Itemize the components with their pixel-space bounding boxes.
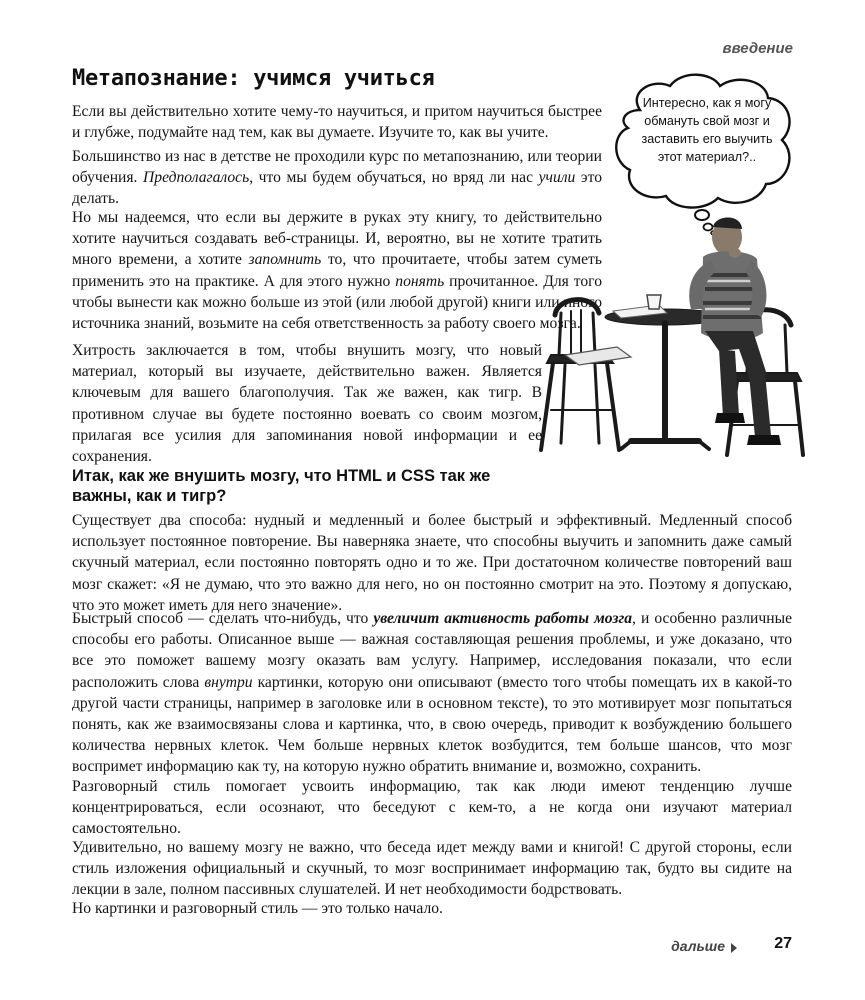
paragraph-fast-way	[72, 608, 792, 778]
cup-icon	[647, 295, 661, 309]
text-run: Но мы надеемся, что если вы держите в руках эту книгу, то действительно хотите научиться создавать веб-страницы. И, вероятно, вы не хотите тратить много времени, а хотите	[72, 209, 602, 269]
text-run: Существует два способа: нудный и медленный и более быстрый и эффективный. Медленный способ использует постоянное повторение. Вы наверняка знаете, что способны выучить и запомнить даже самый скучный материал, если постоянно повторять одно и то же. При достаточном количестве повторений ваш мозг скажет: «Я не думаю, что это важно для него, но он постоянно смотрит на это. Поэтому я допускаю, что это может иметь для него значение».	[72, 512, 792, 614]
paragraph-surprise	[72, 837, 792, 901]
triangle-right-icon[interactable]	[731, 943, 737, 953]
thinking-man-illustration	[535, 205, 805, 460]
emphasis-text: внутри	[204, 673, 253, 691]
text-run: прочитанное. Для того чтобы вынести как можно больше из этой (или любой другой) книги или иного источника знаний, возьмите на себя ответственность за работу своего мозга.	[72, 272, 602, 333]
text-run: , что мы будем обучаться, но вряд ли нас	[249, 169, 539, 187]
paragraph-responsibility	[72, 207, 602, 334]
paragraph-conversation	[72, 776, 792, 840]
text-run: Удивительно, но вашему мозгу не важно, что беседа идет между вами и книгой! С другой стороны, если стиль изложения официальный и скучный, то мозг воспринимает информацию так, будто вы сидите на лекции в зале, полном пассивных слушателей. И нет необходимости бодрствовать.	[72, 839, 792, 899]
text-run: то, что прочитаете, чтобы затем суметь применить это на практике. А для этого нужно	[72, 251, 602, 290]
emphasis-text: запомнить	[248, 251, 322, 269]
section-label: введение	[722, 40, 793, 57]
text-run: Хитрость заключается в том, чтобы внушить мозгу, что новый материал, который вы изучаете, действительно важен. Является ключевым для вашего благополучия. Так же важен, как тигр. В противном случае вы будете постоянно воевать со своим мозгом, прилагая все усилия для запоминания новой информации и ее сохранения.	[72, 342, 542, 466]
emphasis-text: Предполагалось	[143, 169, 250, 187]
text-run: Если вы действительно хотите чему-то научиться, и притом научиться быстрее и глубже, подумайте над тем, как вы думаете. Изучите то, как вы учите.	[72, 103, 602, 142]
page-number: 27	[774, 935, 792, 952]
text-run: Быстрый способ — сделать что-нибудь, что	[72, 610, 374, 627]
newspaper-icon	[565, 347, 631, 365]
thought-bubble-text: Интересно, как я могу обмануть свой мозг и заставить его выучить этот материал?..	[641, 96, 773, 164]
text-run: картинки, которую они описывают (вместо того чтобы помещать их в какой-то другой части страницы, например в заголовке или в основном тексте), то это мотивирует мозг попытаться понять, как же взаимосвязаны слова и картинка, что, в свою очередь, приводит к возбуждению большего количества нервных клеток. Чем больше нервных клеток возбудится, тем больше шансов, что мозг воспримет информацию как ту, на которую нужно обратить внимание и, возможно, сохранить.	[72, 673, 792, 776]
paragraph-beginning	[72, 898, 792, 919]
paragraph-trick	[72, 340, 542, 467]
strong-emphasis-text: увеличит активность работы мозга	[373, 610, 633, 627]
text-run: Большинство из нас в детстве не проходили курс по метапознанию, или теории обучения.	[72, 148, 602, 187]
paragraph-metacognition	[72, 146, 602, 210]
chair-left-icon	[541, 300, 619, 450]
page-title: Метапознание: учимся учиться	[72, 66, 435, 91]
next-page-link[interactable]: дальше	[671, 938, 725, 954]
text-run: , и особенно различные способы его работы. Описанное выше — важная составляющая решения проблемы, и уже доказано, что все это поможет вашему мозгу оказать вам услугу. Например, исследования показали, что если расположить слова	[72, 610, 792, 691]
paragraph-two-ways	[72, 510, 792, 616]
emphasis-text: учили	[538, 169, 576, 187]
subheading: Итак, как же внушить мозгу, что HTML и CSS так же важны, как и тигр?	[72, 467, 491, 505]
man-figure-icon	[689, 218, 781, 446]
text-run: Разговорный стиль помогает усвоить информацию, так как люди имеют тенденцию лучше концентрироваться, если осознают, что беседуют с кем-то, а не когда они изучают материал самостоятельно.	[72, 778, 792, 838]
text-run: Но картинки и разговорный стиль — это только начало.	[72, 900, 443, 917]
emphasis-text: понять	[395, 272, 445, 290]
text-run: это делать.	[72, 169, 603, 208]
paragraph-intro	[72, 101, 602, 143]
